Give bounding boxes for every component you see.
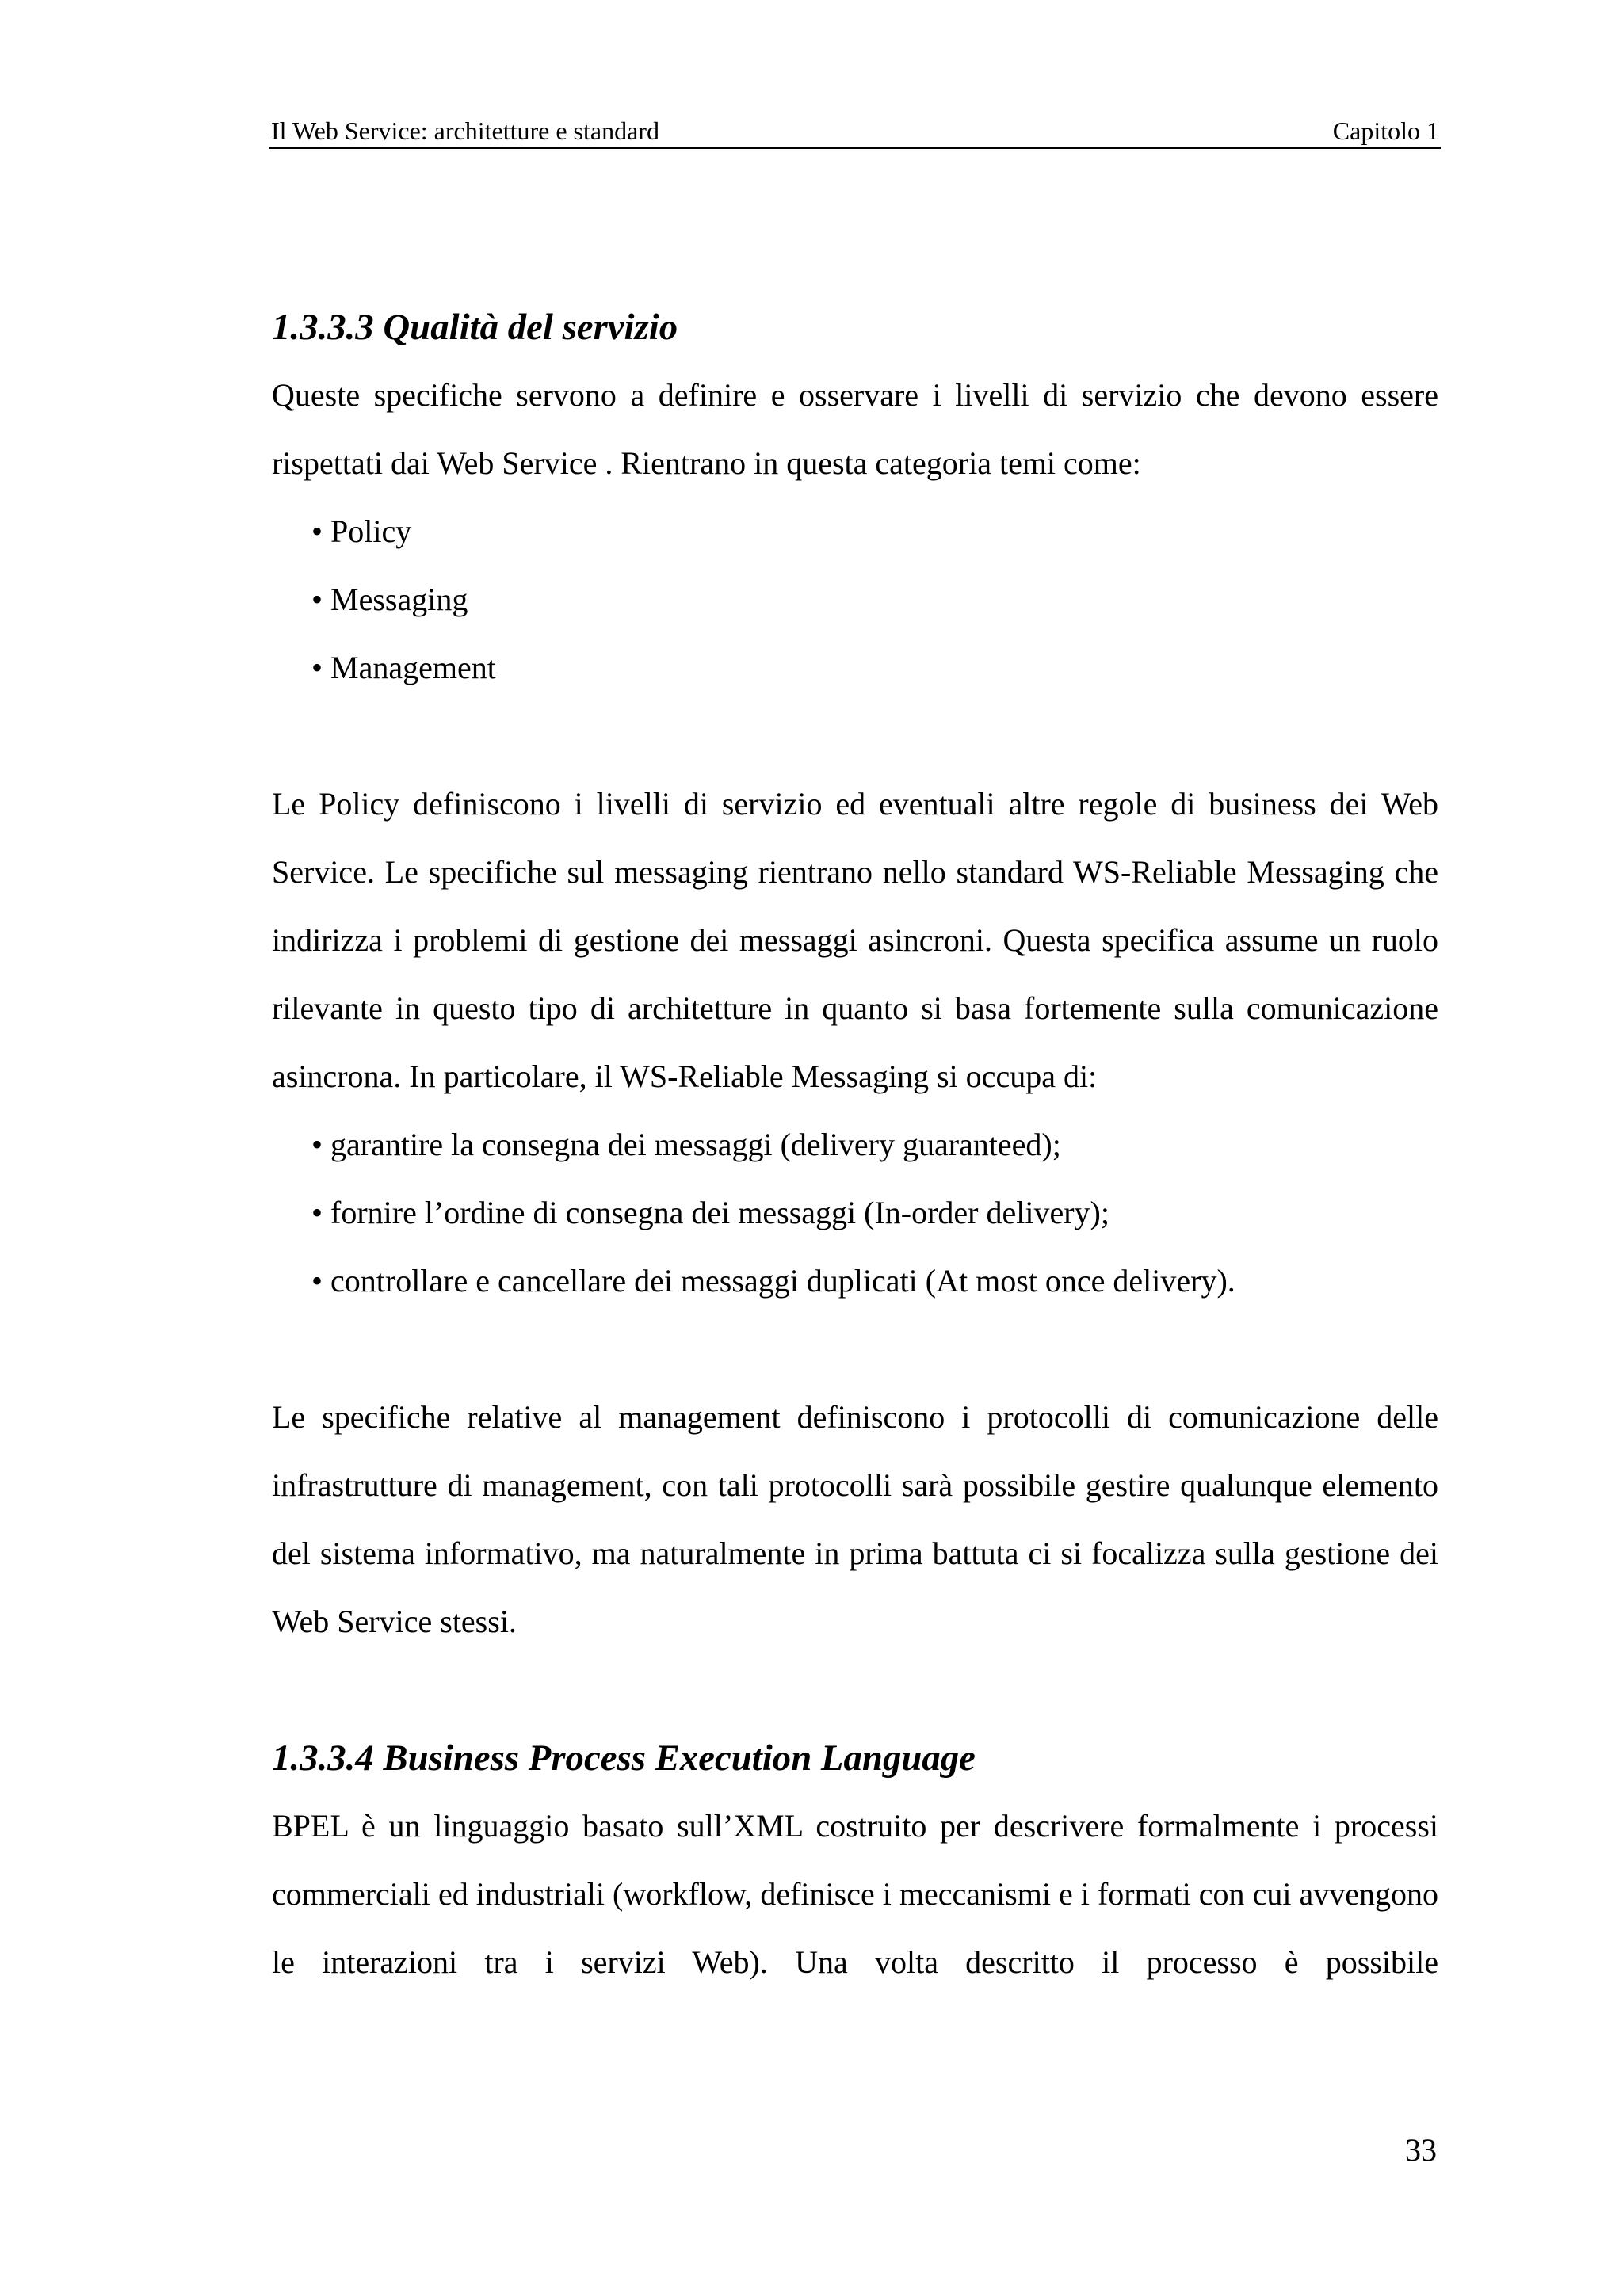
section-heading-bpel: 1.3.3.4 Business Process Execution Language: [272, 1737, 976, 1779]
bullet-list-topics: [272, 498, 1438, 702]
list-item: • Management: [311, 650, 496, 685]
header-title: Il Web Service: architetture e standard: [271, 116, 659, 145]
paragraph-bpel: BPEL è un linguaggio basato sull’XML costruito per descrivere formalmente i processi commerciali ed industriali (workflow, definisce i meccanismi e i formati con cui avvengono le interazioni tra i servizi Web). Una volta descritto il processo è possibile: [272, 1808, 1438, 1980]
list-item: • fornire l’ordine di consegna dei messaggi (In-order delivery);: [311, 1195, 1109, 1230]
paragraph-gap: [272, 1315, 1438, 1383]
paragraph-intro: Queste specifiche servono a definire e osservare i livelli di servizio che devono essere rispettati dai Web Service . Rientrano in questa categoria temi come:: [272, 377, 1438, 481]
page-body: [272, 293, 1438, 1997]
paragraph-policy: Le Policy definiscono i livelli di servizio ed eventuali altre regole di business dei Web Service. Le specifiche sul messaging rientrano nello standard WS-Reliable Messaging che indirizza i problemi di gestione dei messaggi asincroni. Questa specifica assume un ruolo rilevante in questo tipo di architetture in quanto si basa fortemente sulla comunicazione asincrona. In particolare, il WS-Reliable Messaging si occupa di:: [272, 786, 1438, 1094]
section-heading-quality: 1.3.3.3 Qualità del servizio: [272, 307, 678, 348]
paragraph-management: Le specifiche relative al management definiscono i protocolli di comunicazione delle infrastrutture di management, con tali protocolli sarà possibile gestire qualunque elemento del sistema informativo, ma naturalmente in prima battuta ci si focalizza sulla gestione dei Web Service stessi.: [272, 1399, 1438, 1639]
paragraph-gap: [272, 702, 1438, 770]
list-item: • Messaging: [311, 582, 468, 617]
bullet-list-reliable-messaging: [272, 1111, 1438, 1315]
list-item: • Policy: [311, 513, 412, 549]
paragraph-gap: [272, 1656, 1438, 1724]
list-item: • controllare e cancellare dei messaggi duplicati (At most once delivery).: [311, 1263, 1235, 1299]
list-item: • garantire la consegna dei messaggi (delivery guaranteed);: [311, 1127, 1061, 1162]
page-number: 33: [1405, 2132, 1437, 2168]
header-chapter: Capitolo 1: [1332, 116, 1439, 145]
running-header: [269, 114, 1441, 149]
